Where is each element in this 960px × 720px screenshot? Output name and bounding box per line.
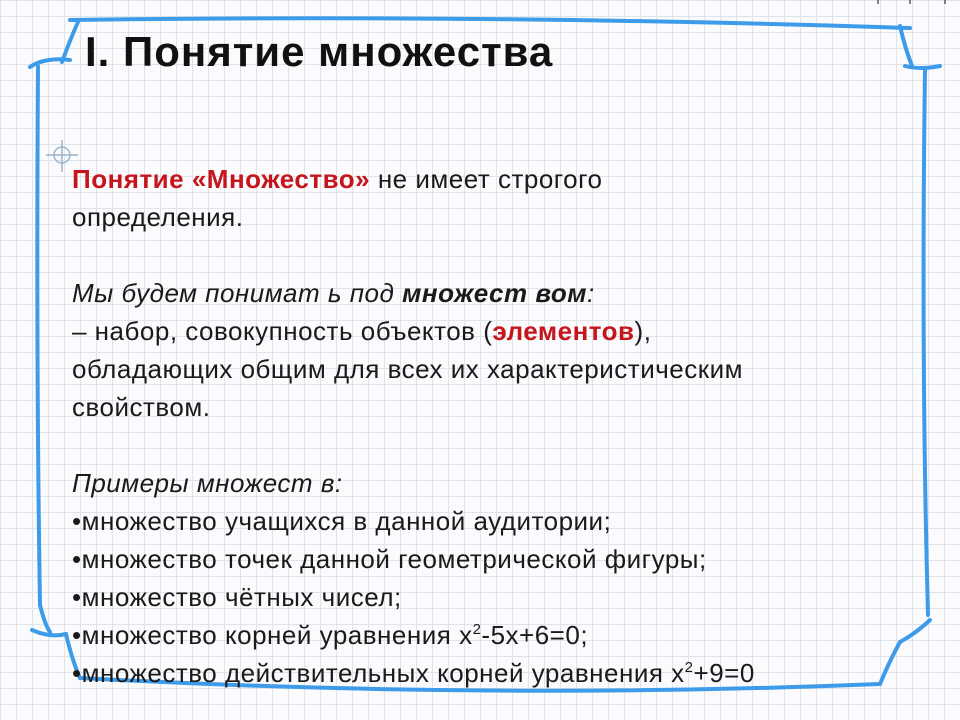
list-item-text: •множество действительных корней уравнения х (72, 658, 685, 688)
list-item (72, 616, 932, 654)
term-highlight: Понятие «Множество» (72, 164, 371, 194)
examples-heading: Примеры множест в: (72, 468, 343, 498)
definition-rest: не имеет строгого (370, 164, 603, 194)
list-item-text-end: -5х+6=0; (481, 620, 589, 650)
elements-highlight: элементов (492, 316, 635, 346)
list-item (72, 654, 932, 692)
definition-line-2: определения. (72, 202, 244, 232)
list-item: •множество учащихся в данной аудитории; (72, 506, 612, 536)
slide-title: I. Понятие множества (85, 28, 554, 75)
exponent: 2 (472, 621, 482, 638)
understanding-line-2: обладающих общим для всех их характеристическим (72, 354, 743, 384)
slide-body (72, 160, 932, 692)
list-item-text: •множество корней уравнения х (72, 620, 473, 650)
understanding-lead-colon: : (587, 278, 595, 308)
set-term-bold: множест вом (402, 278, 587, 308)
understanding-line-1 (72, 312, 932, 350)
exponent: 2 (684, 659, 694, 676)
understanding-lead (72, 274, 932, 312)
list-item: •множество точек данной геометрической фигуры; (72, 544, 707, 574)
list-item: •множество чётных чисел; (72, 582, 402, 612)
understanding-lead-italic: Мы будем понимат ь под (72, 278, 403, 308)
understanding-line-3: свойством. (72, 392, 211, 422)
understanding-line-1-end: ), (634, 316, 652, 346)
spacer (72, 236, 932, 274)
list-item-text-end: +9=0 (693, 658, 755, 688)
examples-list (72, 502, 932, 692)
spacer (72, 426, 932, 464)
definition-line-1 (72, 160, 932, 198)
understanding-line-1-start: – набор, совокупность объектов ( (72, 316, 493, 346)
